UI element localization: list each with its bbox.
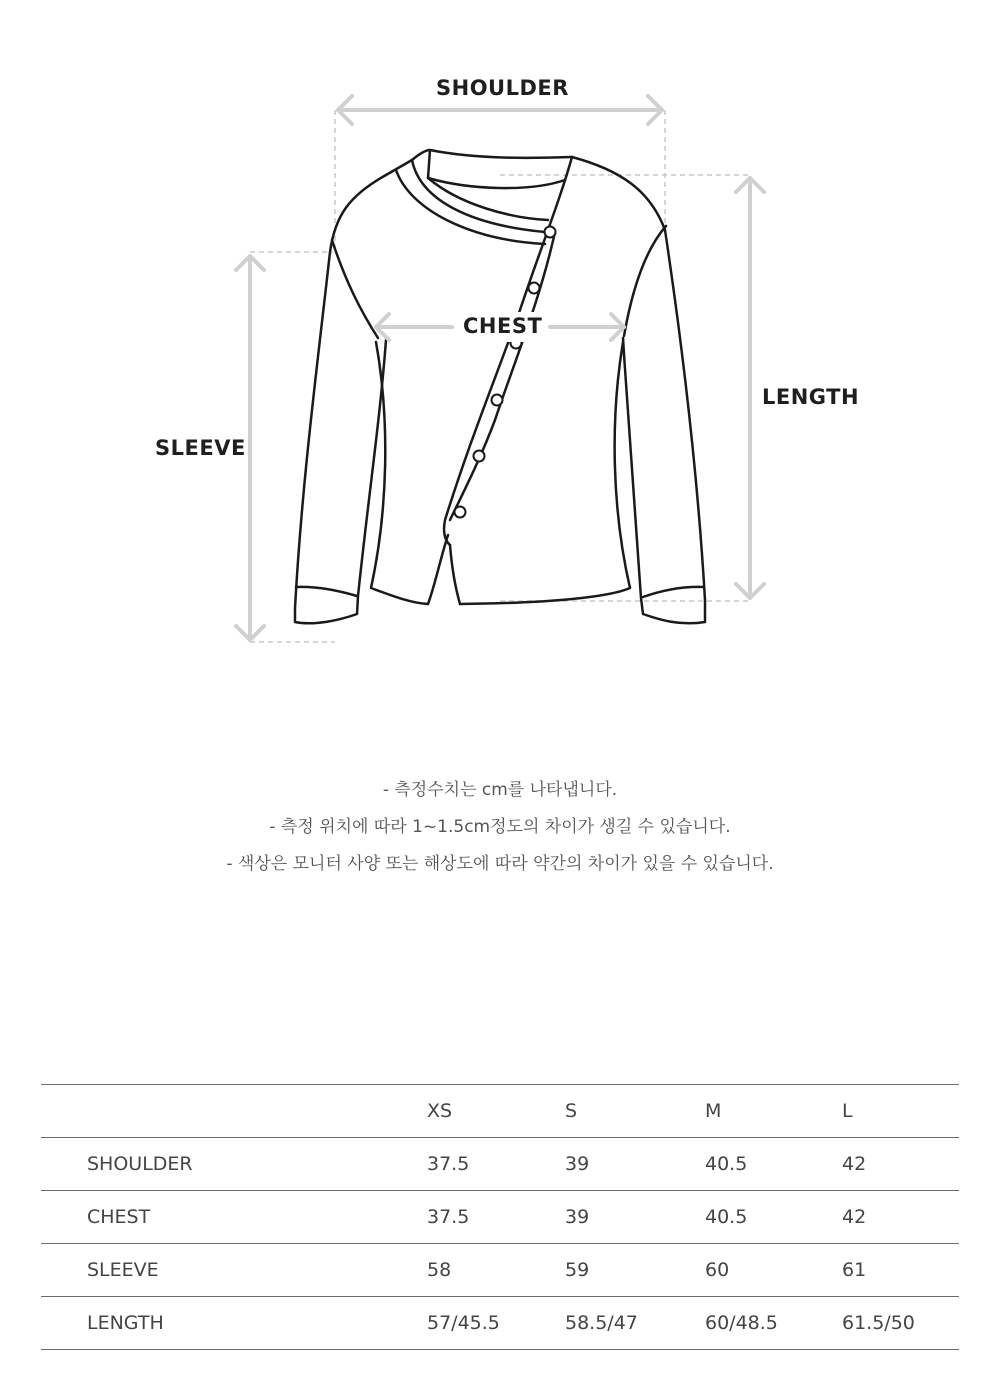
shoulder-label: SHOULDER — [436, 76, 569, 100]
size-table — [41, 1084, 959, 1350]
table-row — [41, 1297, 959, 1350]
table-cell: 58.5/47 — [565, 1297, 705, 1350]
table-cell: 39 — [565, 1138, 705, 1191]
header-cell — [41, 1085, 427, 1138]
button-icon — [474, 451, 485, 462]
sleeve-label: SLEEVE — [155, 436, 246, 460]
jacket-outline-icon — [295, 150, 705, 623]
table-cell: 60/48.5 — [705, 1297, 842, 1350]
table-cell: 61.5/50 — [842, 1297, 959, 1350]
header-cell-m: M — [705, 1085, 842, 1138]
measurement-notes — [0, 772, 1000, 883]
row-label: CHEST — [41, 1191, 427, 1244]
row-label: SHOULDER — [41, 1138, 427, 1191]
header-cell-s: S — [565, 1085, 705, 1138]
shoulder-arrow-icon — [338, 96, 662, 124]
table-cell: 40.5 — [705, 1138, 842, 1191]
length-arrow-icon — [736, 178, 764, 598]
note-line: - 색상은 모니터 사양 또는 해상도에 따라 약간의 차이가 있을 수 있습니다. — [226, 854, 774, 874]
table-row — [41, 1244, 959, 1297]
table-cell: 60 — [705, 1244, 842, 1297]
button-icon — [455, 507, 466, 518]
button-icon — [529, 283, 540, 294]
note-line: - 측정 위치에 따라 1~1.5cm정도의 차이가 생길 수 있습니다. — [269, 817, 731, 837]
header-cell-xs: XS — [427, 1085, 565, 1138]
table-cell: 42 — [842, 1138, 959, 1191]
table-cell: 40.5 — [705, 1191, 842, 1244]
table-header-row — [41, 1085, 959, 1138]
button-icons — [455, 227, 556, 518]
button-icon — [545, 227, 556, 238]
table-cell: 57/45.5 — [427, 1297, 565, 1350]
table-row — [41, 1138, 959, 1191]
table-cell: 39 — [565, 1191, 705, 1244]
chest-label: CHEST — [463, 314, 543, 338]
table-cell: 37.5 — [427, 1191, 565, 1244]
length-label: LENGTH — [762, 385, 860, 409]
measurement-guides — [250, 110, 750, 642]
table-cell: 42 — [842, 1191, 959, 1244]
header-cell-l: L — [842, 1085, 959, 1138]
table-cell: 61 — [842, 1244, 959, 1297]
table-cell: 59 — [565, 1244, 705, 1297]
table-cell: 58 — [427, 1244, 565, 1297]
button-icon — [492, 395, 503, 406]
table-row — [41, 1191, 959, 1244]
row-label: SLEEVE — [41, 1244, 427, 1297]
row-label: LENGTH — [41, 1297, 427, 1350]
table-cell: 37.5 — [427, 1138, 565, 1191]
note-line: - 측정수치는 cm를 나타냅니다. — [382, 780, 618, 800]
